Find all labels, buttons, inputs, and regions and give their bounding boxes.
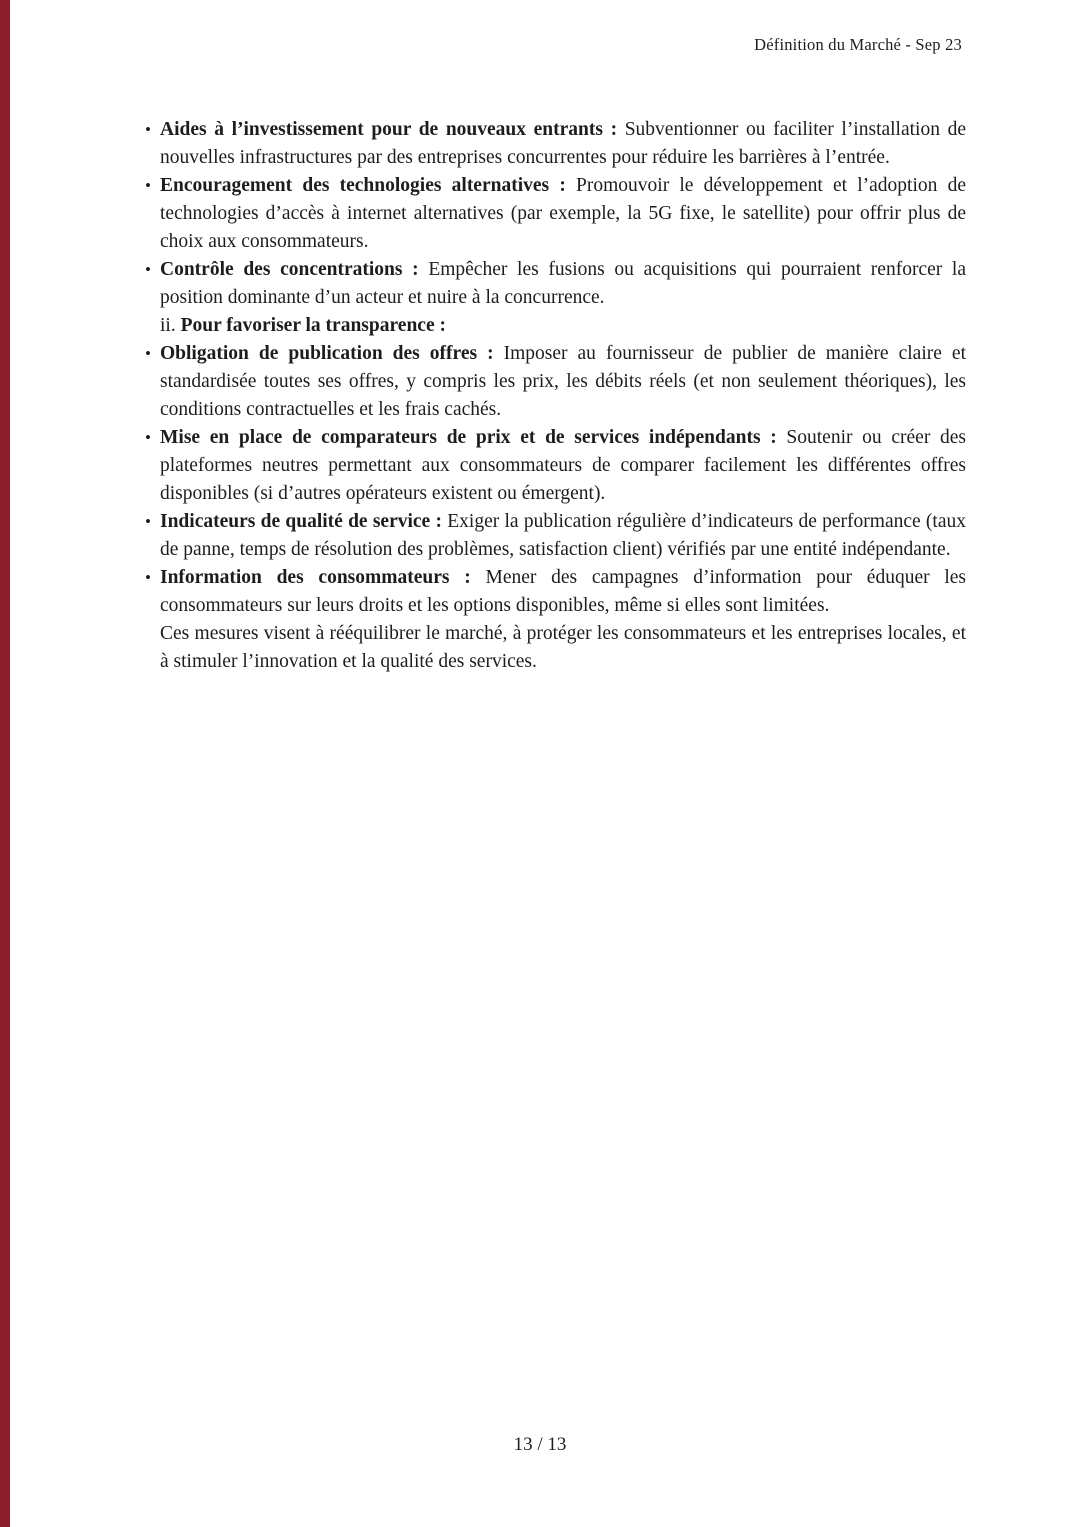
subheading-prefix: ii. bbox=[160, 315, 181, 336]
item-text: Ces mesures visent à rééquilibrer le marché, à protéger les consommateurs et les entreprises locales, et à stimuler l’innovation et la qualité des services. bbox=[160, 623, 966, 672]
bullet-marker-icon: • bbox=[145, 260, 151, 279]
list-item bbox=[145, 256, 966, 312]
bullet-list bbox=[145, 116, 967, 676]
list-item bbox=[145, 340, 966, 424]
list-item bbox=[145, 172, 966, 256]
item-lead: Encouragement des technologies alternatives : bbox=[160, 175, 577, 196]
item-lead: Information des consommateurs : bbox=[160, 567, 486, 588]
item-text: Exiger la publication régulière d’indicateurs de performance (taux de panne, temps de résolution des problèmes, satisfaction client) vérifiés par une entité indépendante. bbox=[160, 511, 966, 560]
item-text: Promouvoir le développement et l’adoption de technologies d’accès à internet alternatives (par exemple, la 5G fixe, le satellite) pour offrir plus de choix aux consommateurs. bbox=[160, 175, 966, 252]
bullet-marker-icon: • bbox=[145, 120, 151, 139]
left-accent-bar bbox=[0, 0, 10, 1527]
item-lead: Contrôle des concentrations : bbox=[160, 259, 429, 280]
list-item bbox=[145, 564, 967, 620]
subheading-lead: Pour favoriser la transparence : bbox=[180, 315, 446, 336]
bullet-marker-icon: • bbox=[145, 176, 151, 195]
item-text: Mener des campagnes d’information pour éduquer les consommateurs sur leurs droits et les options disponibles, même si elles sont limitées. bbox=[160, 567, 967, 616]
bullet-marker-icon: • bbox=[145, 568, 151, 587]
item-text: Subventionner ou faciliter l’installation de nouvelles infrastructures par des entreprises concurrentes pour réduire les barrières à l’entrée. bbox=[160, 119, 966, 168]
bullet-marker-icon: • bbox=[145, 344, 151, 363]
item-lead: Mise en place de comparateurs de prix et de services indépendants : bbox=[160, 427, 787, 448]
item-lead: Obligation de publication des offres : bbox=[160, 343, 504, 364]
list-item bbox=[145, 508, 966, 564]
list-item bbox=[145, 116, 966, 172]
page-header-title: Définition du Marché - Sep 23 bbox=[754, 35, 962, 54]
item-text: Empêcher les fusions ou acquisitions qui pourraient renforcer la position dominante d’un acteur et nuire à la concurrence. bbox=[160, 259, 966, 308]
list-item bbox=[145, 424, 966, 508]
item-text: Imposer au fournisseur de publier de manière claire et standardisée toutes ses offres, y compris les prix, les débits réels (et non seulement théoriques), les conditions contractuelles et les frais cachés. bbox=[160, 343, 966, 420]
item-text: Soutenir ou créer des plateformes neutres permettant aux consommateurs de comparer facilement les différentes offres disponibles (si d’autres opérateurs existent ou émergent). bbox=[160, 427, 966, 504]
bullet-marker-icon: • bbox=[145, 428, 151, 447]
item-lead: Aides à l’investissement pour de nouveaux entrants : bbox=[160, 119, 625, 140]
page-number: 13 / 13 bbox=[513, 1434, 567, 1455]
bullet-marker-icon: • bbox=[145, 512, 151, 531]
list-subheading bbox=[160, 312, 966, 340]
closing-paragraph bbox=[160, 620, 966, 676]
item-lead: Indicateurs de qualité de service : bbox=[160, 511, 448, 532]
